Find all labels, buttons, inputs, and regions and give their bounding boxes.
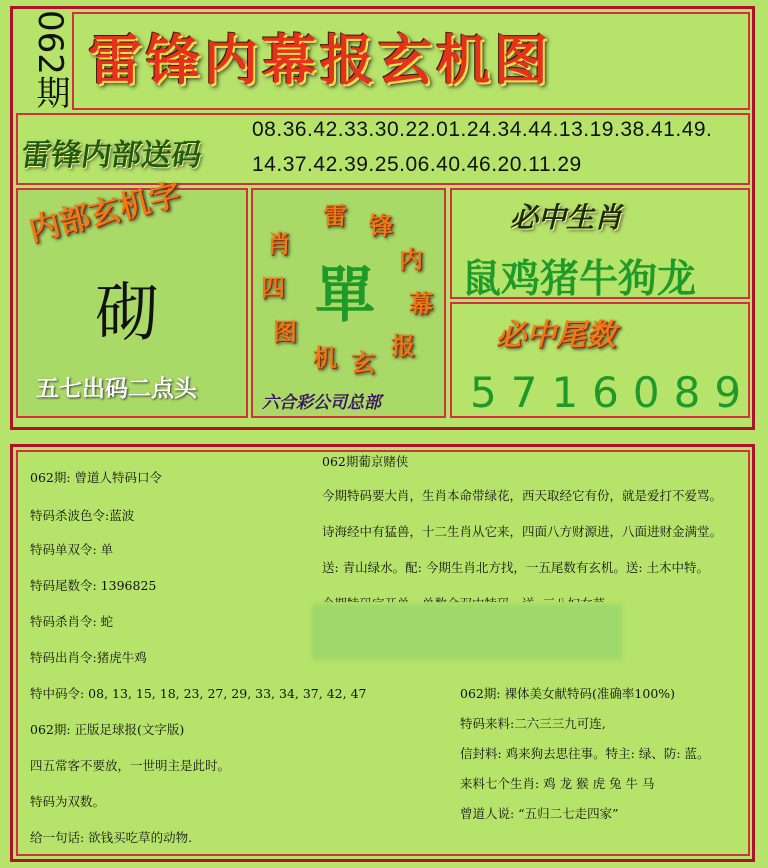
right-heading: 062期葡京赌侠 bbox=[322, 454, 409, 469]
rb-line-1: 062期: 裸体美女献特码(准确率100%) bbox=[460, 686, 676, 701]
rb-line-4: 来料七个生肖: 鸡 龙 猴 虎 兔 牛 马 bbox=[460, 776, 655, 791]
right-line-2: 诗海经中有猛兽，十二生肖从它来，四面八方财源进，八面进财金满堂。 bbox=[322, 524, 723, 539]
ring-char-10: 肖 bbox=[267, 229, 291, 258]
rb-line-2: 特码来料:二六三三九可连, bbox=[460, 716, 606, 731]
left-line-8: 062期: 正版足球报(文字版) bbox=[30, 722, 185, 737]
left-line-6: 特码出肖令:猪虎牛鸡 bbox=[30, 650, 147, 665]
ring-char-2: 锋 bbox=[369, 211, 393, 240]
right-line-1: 今期特码要大肖，生肖本命带绿花，西天取经它有份，就是爱打不爱骂。 bbox=[322, 488, 723, 503]
left-line-10: 特码为双数。 bbox=[30, 794, 106, 809]
internal-nums-label: 雷锋内部送码 bbox=[19, 138, 204, 173]
left-line-2: 特码杀波色令:蓝波 bbox=[30, 508, 135, 523]
left-line-1: 062期: 曾道人特码口令 bbox=[30, 470, 163, 485]
ring-char-1: 雷 bbox=[323, 201, 347, 230]
left-line-11: 给一句话: 欲钱买吃草的动物. bbox=[30, 830, 193, 845]
left-line-7: 特中码令: 08, 13, 15, 18, 23, 27, 29, 33, 34, 37, 42, 47 bbox=[30, 686, 367, 701]
issue-label: 062期 bbox=[30, 10, 70, 109]
rb-line-3: 信封料: 鸡来狗去思往事。特主: 绿、防: 蓝。 bbox=[460, 746, 710, 761]
ring-char-4: 幕 bbox=[409, 289, 433, 318]
rb-line-5: 曾道人说: “五归二七走四家” bbox=[460, 806, 619, 821]
page-title: 雷锋内幕报玄机图 bbox=[88, 28, 552, 92]
center-char: 單 bbox=[315, 261, 375, 331]
tail-value: 5716089 bbox=[470, 368, 756, 417]
ring-char-8: 图 bbox=[273, 317, 297, 346]
mystery-hint: 五七出码二点头 bbox=[36, 375, 197, 402]
left-line-4: 特码尾数令: 1396825 bbox=[30, 578, 157, 593]
tail-label: 必中尾数 bbox=[496, 318, 616, 353]
left-line-3: 特码单双令: 单 bbox=[30, 542, 114, 557]
ring-char-5: 报 bbox=[391, 331, 415, 360]
center-footer: 六合彩公司总部 bbox=[262, 393, 381, 413]
smudge-overlay bbox=[312, 604, 622, 660]
ring-char-3: 内 bbox=[399, 245, 423, 274]
ring-char-6: 玄 bbox=[351, 348, 375, 377]
right-line-3: 送: 青山绿水。配: 今期生肖北方找，一五尾数有玄机。送: 土木中特。 bbox=[322, 560, 710, 575]
internal-nums-line1: 08.36.42.33.30.22.01.24.34.44.13.19.38.41.49. bbox=[252, 118, 713, 141]
zodiac-label: 必中生肖 bbox=[510, 201, 623, 234]
ring-char-7: 机 bbox=[313, 343, 337, 372]
mystery-word-label: 内部玄机字 bbox=[25, 176, 185, 250]
zodiac-value: 鼠鸡猪牛狗龙 bbox=[462, 256, 697, 302]
internal-nums-line2: 14.37.42.39.25.06.40.46.20.11.29 bbox=[252, 153, 582, 176]
left-line-9: 四五常客不要放，一世明主是此时。 bbox=[30, 758, 231, 773]
ring-char-9: 四 bbox=[261, 273, 285, 302]
left-line-5: 特码杀肖令: 蛇 bbox=[30, 614, 114, 629]
mystery-char: 砌 bbox=[95, 277, 159, 351]
center-ring bbox=[251, 188, 446, 388]
